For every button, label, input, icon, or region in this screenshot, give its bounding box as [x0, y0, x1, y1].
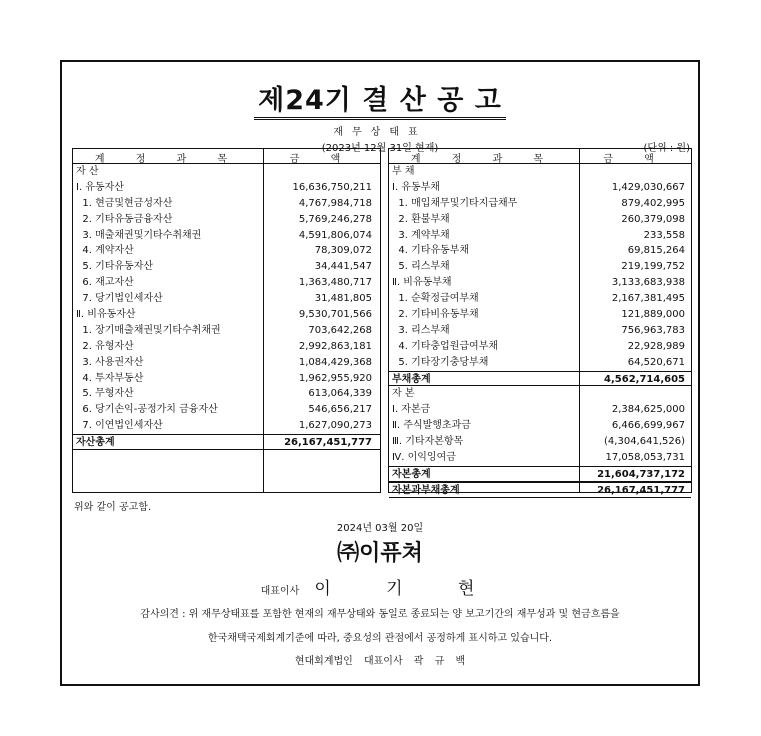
account-amount: 64,520,671 [627, 356, 685, 368]
account-amount: 2,384,625,000 [611, 404, 685, 416]
table-row [73, 180, 380, 196]
account-amount: 2,167,381,495 [611, 293, 685, 305]
table-row [389, 196, 691, 212]
rep-title: 대표이사 [260, 586, 300, 597]
account-label: Ⅱ. 주식발행초과금 [392, 420, 471, 432]
table-row [389, 402, 691, 418]
account-label: 5. 리스부채 [392, 261, 450, 273]
account-amount: 1,363,480,717 [298, 277, 372, 289]
audit-opinion-line-2: 한국채택국제회계기준에 따라, 중요성의 관점에서 공정하게 표시하고 있습니다. [207, 633, 553, 644]
audit-opinion-line-1: 감사의견 : 위 재무상태표를 포함한 현재의 재무상태와 동일로 종료되는 양 보고기간의 재무성과 및 현금흐름을 [140, 609, 620, 620]
account-label: 4. 기타유동부채 [392, 245, 470, 257]
notice-date: 2024년 03월 20일 [336, 523, 424, 534]
account-label: 5. 기타유동자산 [76, 261, 154, 273]
table-row [73, 434, 380, 450]
assets-table [72, 148, 381, 493]
table-row [389, 323, 691, 339]
table-row [389, 466, 691, 482]
account-amount: 16,636,750,211 [292, 181, 372, 193]
unit-label: (단위 : 원) [643, 143, 690, 154]
account-amount: 121,889,000 [621, 309, 685, 321]
account-label: 5. 기타장기충당부채 [392, 356, 489, 368]
account-amount: 6,466,699,967 [611, 420, 685, 432]
account-amount: 546,656,217 [308, 404, 372, 416]
account-label: 2. 기타유동금융자산 [76, 213, 173, 225]
account-amount: 3,133,683,938 [611, 277, 685, 289]
account-label: Ⅰ. 유동자산 [76, 181, 124, 193]
table-row [389, 275, 691, 291]
account-label: Ⅰ. 자본금 [392, 404, 431, 416]
table-row [389, 164, 691, 180]
table-row [73, 371, 380, 387]
account-amount: 21,604,737,172 [597, 468, 685, 480]
account-label: 1. 순확정급여부채 [392, 293, 479, 305]
account-label: Ⅱ. 비유동자산 [76, 309, 136, 321]
account-label: 3. 리스부채 [392, 324, 450, 336]
table-row [73, 196, 380, 212]
account-header: 계 정 과 목 [94, 154, 242, 165]
table-row [73, 212, 380, 228]
account-amount: 879,402,995 [621, 197, 685, 209]
account-label: 5. 무형자산 [76, 388, 134, 400]
account-label: 4. 기타충업원급여부채 [392, 340, 499, 352]
table-row [73, 307, 380, 323]
table-row [73, 164, 380, 180]
account-label: 부채총계 [392, 373, 431, 385]
account-label: 3. 사용권자산 [76, 356, 144, 368]
account-amount: 703,642,268 [308, 324, 372, 336]
account-header: 계 정 과 목 [410, 154, 558, 165]
account-amount: 1,627,090,273 [298, 420, 372, 432]
table-row [389, 180, 691, 196]
account-label: 2. 환불부채 [392, 213, 450, 225]
account-amount: 756,963,783 [621, 324, 685, 336]
table-row [73, 339, 380, 355]
account-amount: 1,429,030,667 [611, 181, 685, 193]
notice-text: 위와 같이 공고함. [74, 502, 152, 513]
account-label: 1. 현금및현금성자산 [76, 197, 173, 209]
table-row [389, 434, 691, 450]
account-label: Ⅰ. 유동부채 [392, 181, 440, 193]
account-amount: 233,558 [643, 229, 685, 241]
table-row [389, 228, 691, 244]
amount-header: 금 액 [289, 154, 355, 165]
amount-header: 금 액 [603, 154, 668, 165]
account-amount: 22,928,989 [627, 340, 685, 352]
account-amount: 4,767,984,718 [298, 197, 372, 209]
rep-name: 이 기 현 [314, 579, 500, 599]
table-row [73, 291, 380, 307]
account-label: 자본총계 [392, 468, 431, 480]
account-label: 자 본 [392, 388, 415, 400]
account-label: 1. 장기매출채권및기타수취채권 [76, 324, 221, 336]
account-label: 7. 이연법인세자산 [76, 420, 163, 432]
account-amount: 4,591,806,074 [298, 229, 372, 241]
account-amount: 31,481,805 [314, 293, 372, 305]
account-label: 4. 계약자산 [76, 245, 134, 257]
auditor: 현대회계법인 대표이사 곽 규 백 [294, 656, 466, 667]
account-amount: 78,309,072 [314, 245, 372, 257]
account-amount: 26,167,451,777 [284, 437, 372, 449]
table-row [389, 307, 691, 323]
account-amount: 5,769,246,278 [298, 213, 372, 225]
table-row [73, 355, 380, 371]
account-label: 3. 매출채권및기타수취채권 [76, 229, 202, 241]
table-row [389, 259, 691, 275]
notice-frame [60, 60, 700, 686]
page-title: 제24기 결 산 공 고 [62, 78, 698, 117]
table-row [389, 450, 691, 466]
account-amount: 69,815,264 [627, 245, 685, 257]
account-label: 7. 당기법인세자산 [76, 293, 163, 305]
table-row [389, 212, 691, 228]
representative [62, 574, 698, 599]
table-row [389, 371, 691, 387]
account-amount: 26,167,451,777 [597, 484, 685, 496]
account-amount: 260,379,098 [621, 213, 685, 225]
table-row [73, 418, 380, 434]
table-row [73, 259, 380, 275]
table-row [73, 402, 380, 418]
table-row [73, 228, 380, 244]
statement-subtitle: 재무상태표 [333, 127, 427, 138]
account-label: 자 산 [76, 166, 99, 177]
account-amount: 1,962,955,920 [298, 372, 372, 384]
table-row [389, 339, 691, 355]
account-amount: (4,304,641,526) [604, 436, 685, 448]
account-label: 자본과부채총계 [392, 484, 460, 496]
account-label: 6. 당기손익-공정가치 금융자산 [76, 404, 218, 416]
account-label: 1. 매입채무및기타지급채무 [392, 197, 518, 209]
account-label: 2. 유형자산 [76, 340, 134, 352]
account-label: 2. 기타비유동부채 [392, 309, 479, 321]
account-label: 4. 투자부동산 [76, 372, 144, 384]
account-label: Ⅳ. 이익잉여금 [392, 452, 456, 464]
account-amount: 9,530,701,566 [298, 309, 372, 321]
account-label: 3. 계약부채 [392, 229, 450, 241]
company-name: ㈜이퓨쳐 [337, 541, 423, 566]
account-label: Ⅲ. 기타자본항목 [392, 436, 464, 448]
account-label: 6. 재고자산 [76, 277, 134, 289]
account-amount: 1,084,429,368 [298, 356, 372, 368]
account-amount: 17,058,053,731 [605, 452, 685, 464]
table-row [73, 275, 380, 291]
period-label: (2023년 12월 31일 현재) [321, 143, 439, 154]
account-amount: 2,992,863,181 [298, 340, 372, 352]
table-row [389, 386, 691, 402]
table-row [389, 243, 691, 259]
table-row [73, 243, 380, 259]
table-row [389, 482, 691, 498]
table-row [389, 291, 691, 307]
table-row [389, 355, 691, 371]
table-row [389, 418, 691, 434]
table-row [73, 323, 380, 339]
account-amount: 4,562,714,605 [604, 373, 685, 385]
account-label: Ⅱ. 비유동부채 [392, 277, 452, 289]
account-amount: 219,199,752 [621, 261, 685, 273]
account-amount: 34,441,547 [314, 261, 372, 273]
account-amount: 613,064,339 [308, 388, 372, 400]
account-label: 자산총계 [76, 437, 115, 449]
table-row [73, 386, 380, 402]
account-label: 부 채 [392, 166, 415, 177]
liabilities-table [388, 148, 692, 496]
